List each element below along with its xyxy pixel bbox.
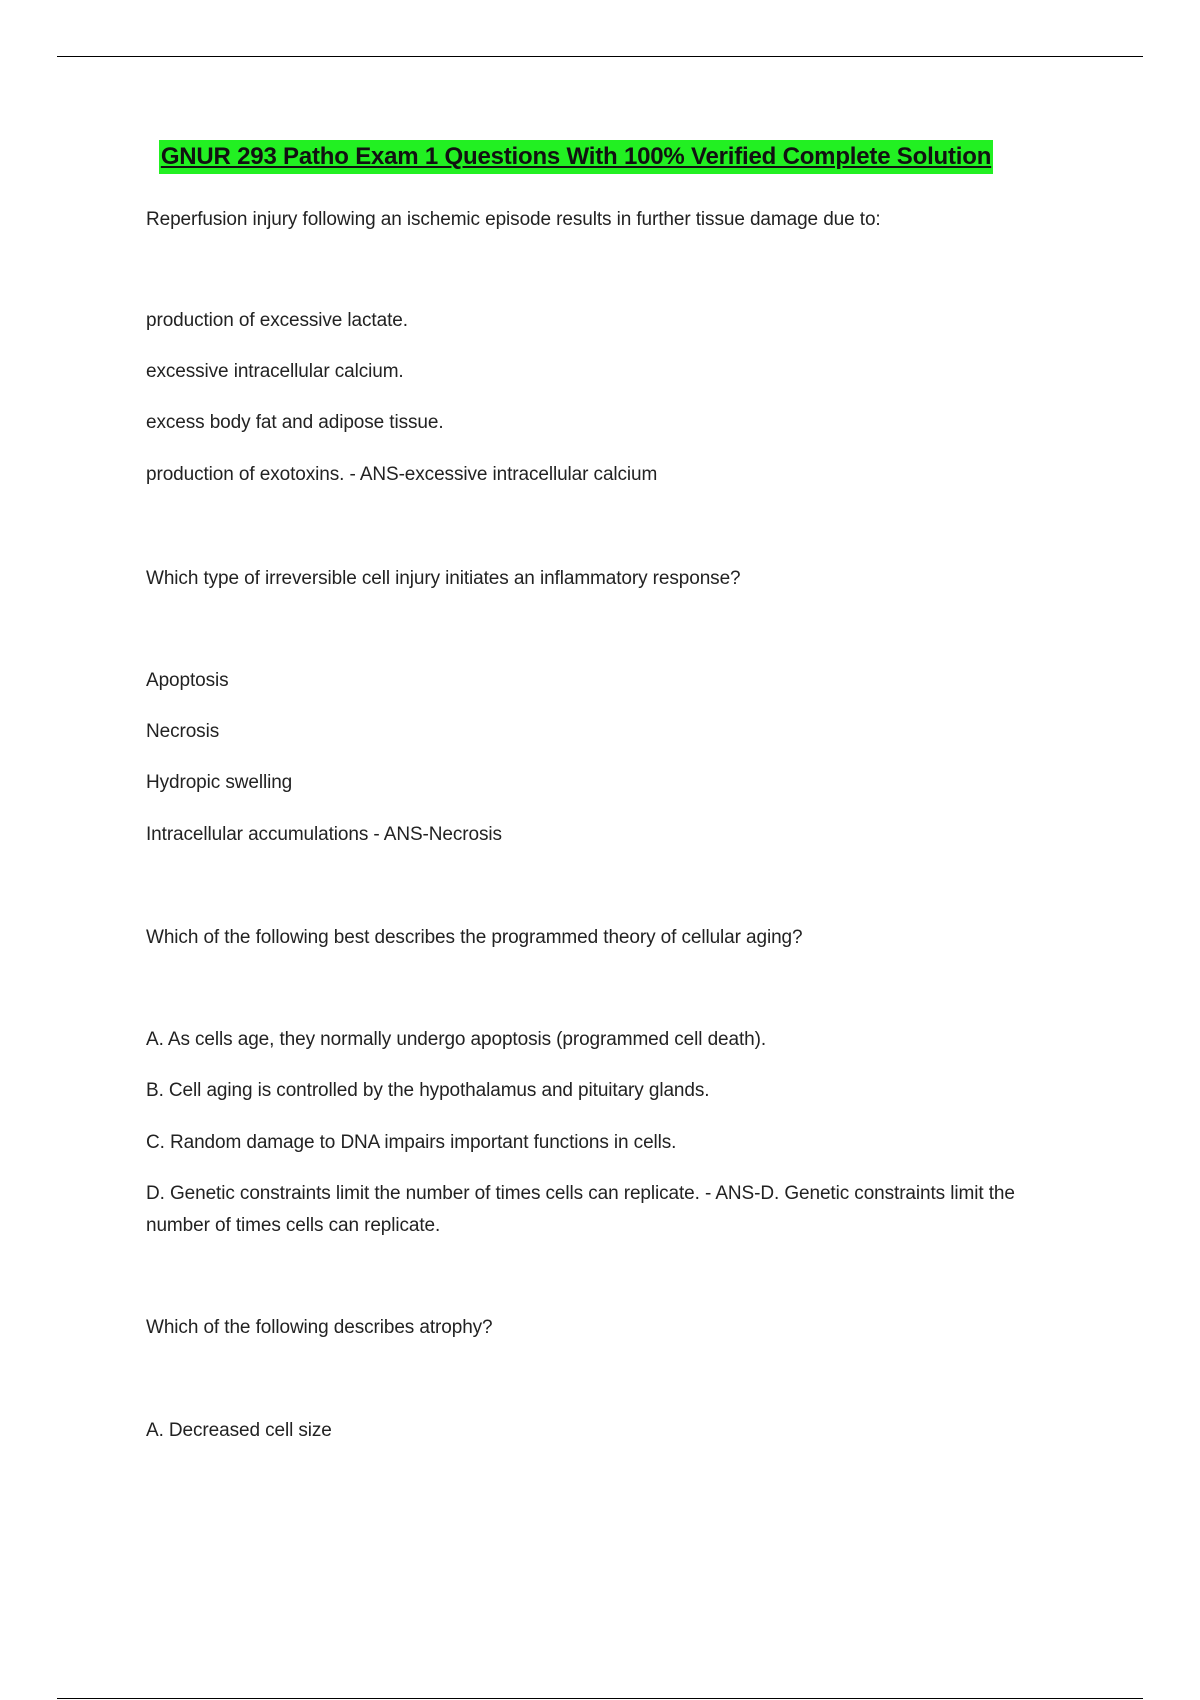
answer-option: Necrosis (146, 721, 220, 742)
answer-option-with-key: D. Genetic constraints limit the number of times cells can replicate. - ANS-D. Genetic constraints limit the number of times cells can replicate. (146, 1183, 1015, 1236)
answer-option: Apoptosis (146, 670, 229, 691)
question-text: Which of the following describes atrophy? (146, 1317, 493, 1338)
answer-option: B. Cell aging is controlled by the hypothalamus and pituitary glands. (146, 1080, 710, 1101)
answer-option-with-key: Intracellular accumulations - ANS-Necrosis (146, 824, 502, 845)
answer-option: production of excessive lactate. (146, 310, 408, 331)
question-text: Which of the following best describes the programmed theory of cellular aging? (146, 927, 803, 948)
answer-option: excessive intracellular calcium. (146, 361, 404, 382)
title-container (116, 140, 1036, 174)
answer-option: C. Random damage to DNA impairs important functions in cells. (146, 1132, 677, 1153)
header-rule (57, 56, 1143, 57)
document-title: GNUR 293 Patho Exam 1 Questions With 100% Verified Complete Solution (159, 140, 993, 174)
answer-option-with-key: production of exotoxins. - ANS-excessive intracellular calcium (146, 464, 658, 485)
answer-option: Hydropic swelling (146, 772, 293, 793)
question-text: Reperfusion injury following an ischemic episode results in further tissue damage due to: (146, 209, 881, 230)
document-body (146, 140, 1066, 174)
answer-option: excess body fat and adipose tissue. (146, 412, 444, 433)
answer-option: A. Decreased cell size (146, 1420, 332, 1441)
question-text: Which type of irreversible cell injury initiates an inflammatory response? (146, 568, 741, 589)
answer-option: A. As cells age, they normally undergo apoptosis (programmed cell death). (146, 1029, 767, 1050)
footer-rule (57, 1698, 1143, 1699)
